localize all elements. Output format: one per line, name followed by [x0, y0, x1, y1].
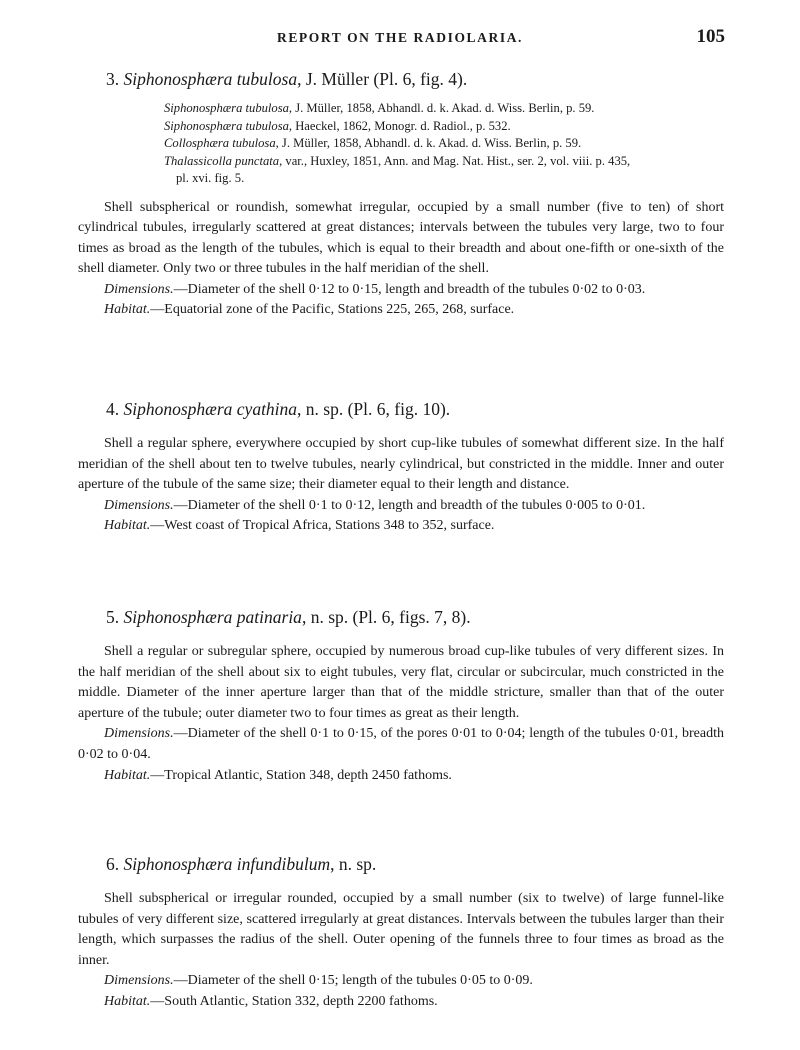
- synonym-reference: , var., Huxley, 1851, Ann. and Mag. Nat. Hist., ser. 2, vol. viii. p. 435,: [279, 153, 631, 168]
- dimensions-text: —Diameter of the shell 0·15; length of the tubules 0·05 to 0·09.: [173, 973, 533, 989]
- dimensions-text: —Diameter of the shell 0·1 to 0·15, of the pores 0·01 to 0·04; length of the tubules 0·01, breadth 0·02 to 0·04.: [78, 726, 724, 762]
- synonym-name: Collosphæra tubulosa: [164, 136, 276, 150]
- synonym-name: Siphonosphæra tubulosa: [164, 118, 289, 133]
- species-description: Shell a regular or subregular sphere, occupied by numerous broad cup-like tubules of very different sizes. In the half meridian of the shell about six to eight tubules, very flat, circular or subcircular, much constricted in the middle. Diameter of the inner aperture larger than that of the middle stricture, smaller than that of the outer aperture of the tubule; outer diameter two to four times as great as their length.: [78, 644, 724, 721]
- species-authority: , n. sp. (Pl. 6, figs. 7, 8).: [301, 607, 471, 627]
- synonym-reference: , J. Müller, 1858, Abhandl. d. k. Akad. d. Wiss. Berlin, p. 59.: [275, 136, 582, 150]
- species-name: Siphonosphæra cyathina: [123, 399, 298, 419]
- habitat-line: [78, 300, 724, 321]
- habitat-label: Habitat.: [104, 518, 151, 534]
- species-name: Siphonosphæra tubulosa: [123, 69, 298, 89]
- dimensions-line: [78, 496, 724, 517]
- dimensions-text: —Diameter of the shell 0·12 to 0·15, length and breadth of the tubules 0·02 to 0·03.: [173, 281, 646, 297]
- species-title: [106, 68, 724, 90]
- habitat-text: —Equatorial zone of the Pacific, Stations 225, 265, 268, surface.: [150, 302, 515, 318]
- synonym-reference: , J. Müller, 1858, Abhandl. d. k. Akad. d. Wiss. Berlin, p. 59.: [288, 101, 595, 115]
- species-name: Siphonosphæra patinaria: [123, 607, 302, 627]
- synonym-reference: , Haeckel, 1862, Monogr. d. Radiol., p. 532.: [288, 118, 511, 133]
- page-number: 105: [696, 26, 725, 47]
- running-title: REPORT ON THE RADIOLARIA.: [276, 30, 524, 45]
- habitat-label: Habitat.: [104, 993, 151, 1009]
- species-entry-3: [78, 68, 724, 321]
- habitat-label: Habitat.: [104, 302, 151, 318]
- habitat-text: —South Atlantic, Station 332, depth 2200 fathoms.: [150, 993, 438, 1009]
- species-title: [106, 398, 724, 420]
- dimensions-line: [78, 280, 724, 301]
- species-description: Shell subspherical or irregular rounded, occupied by a small number (six to twelve) of large funnel-like tubules of very different size, scattered irregularly at great distances. Intervals between the tubules larger than their length, which surpasses the radius of the shell. Outer opening of the funnels three to four times as broad as the inner.: [78, 891, 724, 968]
- species-authority: , J. Müller (Pl. 6, fig. 4).: [297, 69, 468, 89]
- species-number: 6.: [106, 854, 120, 874]
- species-number: 3.: [106, 69, 120, 89]
- synonym-name: Siphonosphæra tubulosa: [164, 101, 289, 115]
- synonymy-entry: [164, 135, 724, 153]
- habitat-text: —Tropical Atlantic, Station 348, depth 2450 fathoms.: [150, 767, 452, 783]
- species-entry-6: [78, 853, 724, 1013]
- species-title: [106, 853, 724, 875]
- synonymy-continuation: pl. xvi. fig. 5.: [176, 171, 245, 185]
- dimensions-text: —Diameter of the shell 0·1 to 0·12, length and breadth of the tubules 0·005 to 0·01.: [173, 497, 646, 513]
- species-entry-5: [78, 606, 724, 786]
- species-name: Siphonosphæra infundibulum: [123, 854, 331, 874]
- dimensions-label: Dimensions.: [104, 726, 174, 742]
- habitat-line: [78, 516, 724, 537]
- running-head: [0, 26, 800, 50]
- dimensions-label: Dimensions.: [104, 497, 174, 513]
- species-authority: , n. sp. (Pl. 6, fig. 10).: [297, 399, 451, 419]
- species-entry-4: [78, 398, 724, 537]
- synonymy-entry: [164, 153, 724, 171]
- species-authority: , n. sp.: [330, 854, 377, 874]
- dimensions-line: [78, 724, 724, 765]
- species-number: 4.: [106, 399, 120, 419]
- synonym-name: Thalassicolla punctata: [164, 153, 280, 168]
- synonymy-list: [164, 100, 724, 188]
- synonymy-entry: [164, 100, 724, 118]
- dimensions-line: [78, 971, 724, 992]
- habitat-line: [78, 992, 724, 1013]
- habitat-line: [78, 766, 724, 787]
- species-number: 5.: [106, 607, 120, 627]
- species-title: [106, 606, 724, 628]
- dimensions-label: Dimensions.: [104, 973, 174, 989]
- synonymy-entry: [164, 118, 724, 136]
- habitat-label: Habitat.: [104, 767, 151, 783]
- dimensions-label: Dimensions.: [104, 281, 174, 297]
- species-description: Shell subspherical or roundish, somewhat irregular, occupied by a small number (five to ten) of short cylindrical tubules, irregularly scattered at great distances; intervals between the tubules very large, two to four times as broad as the length of the tubules, which is equal to their breadth and about one-fifth or one-sixth of the shell diameter. Only two or three tubules in the half meridian of the shell.: [78, 199, 724, 277]
- habitat-text: —West coast of Tropical Africa, Stations 348 to 352, surface.: [150, 518, 495, 534]
- species-description: Shell a regular sphere, everywhere occupied by short cup-like tubules of somewhat different size. In the half meridian of the shell about ten to twelve tubules, nearly cylindrical, but constricted in the middle. Inner and outer aperture of the tubule of the same size; their diameter equal to their length and distance.: [78, 436, 724, 493]
